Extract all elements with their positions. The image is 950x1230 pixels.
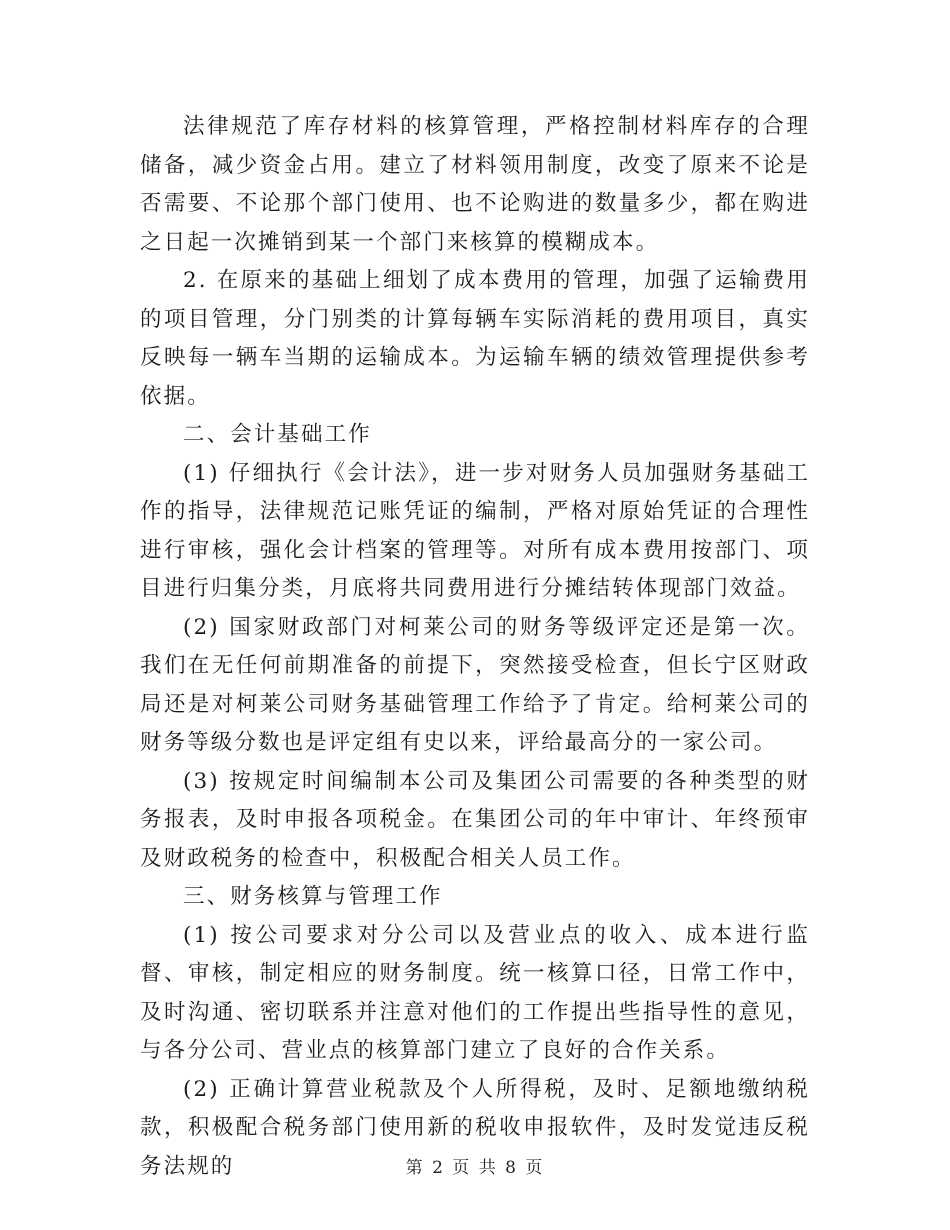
paragraph-cost-management: 2. 在原来的基础上细划了成本费用的管理，加强了运输费用的项目管理，分门别类的计算每辆车实际消耗的费用项目，真实反映每一辆车当期的运输成本。为运输车辆的绩效管理提供参考依据。 [140, 268, 810, 409]
document-body [140, 108, 810, 1186]
section-heading-accounting-basics: 二、会计基础工作 [183, 422, 372, 447]
section-heading-accounting-and-management: 三、财务核算与管理工作 [183, 884, 443, 909]
paragraph-tax-calculation: (2) 正确计算营业税款及个人所得税，及时、足额地缴纳税款，积极配合税务部门使用新的税收申报软件，及时发觉违反税务法规的 [140, 1076, 810, 1179]
paragraph-accounting-law: (1) 仔细执行《会计法》，进一步对财务人员加强财务基础工作的指导，法律规范记账凭证的编制，严格对原始凭证的合理性进行审核，强化会计档案的管理等。对所有成本费用按部门、项目进行归集分类，月底将共同费用进行分摊结转体现部门效益。 [140, 460, 810, 601]
paragraph-financial-reports: (3) 按规定时间编制本公司及集团公司需要的各种类型的财务报表，及时申报各项税金。在集团公司的年中审计、年终预审及财政税务的检查中，积极配合相关人员工作。 [140, 768, 810, 871]
paragraph-inventory-management: 法律规范了库存材料的核算管理，严格控制材料库存的合理储备，减少资金占用。建立了材料领用制度，改变了原来不论是否需要、不论那个部门使用、也不论购进的数量多少，都在购进之日起一次摊销到某一个部门来核算的模糊成本。 [140, 114, 810, 255]
paragraph-branch-supervision: (1) 按公司要求对分公司以及营业点的收入、成本进行监督、审核，制定相应的财务制度。统一核算口径，日常工作中，及时沟通、密切联系并注意对他们的工作提出些指导性的意见，与各分公司、营业点的核算部门建立了良好的合作关系。 [140, 922, 810, 1063]
page-number-footer [0, 1153, 950, 1178]
paragraph-financial-rating: (2) 国家财政部门对柯莱公司的财务等级评定还是第一次。我们在无任何前期准备的前提下，突然接受检查，但长宁区财政局还是对柯莱公司财务基础管理工作给予了肯定。给柯莱公司的财务等级分数也是评定组有史以来，评给最高分的一家公司。 [140, 614, 810, 755]
page-number-text: 第 2 页 共 8 页 [405, 1158, 545, 1178]
